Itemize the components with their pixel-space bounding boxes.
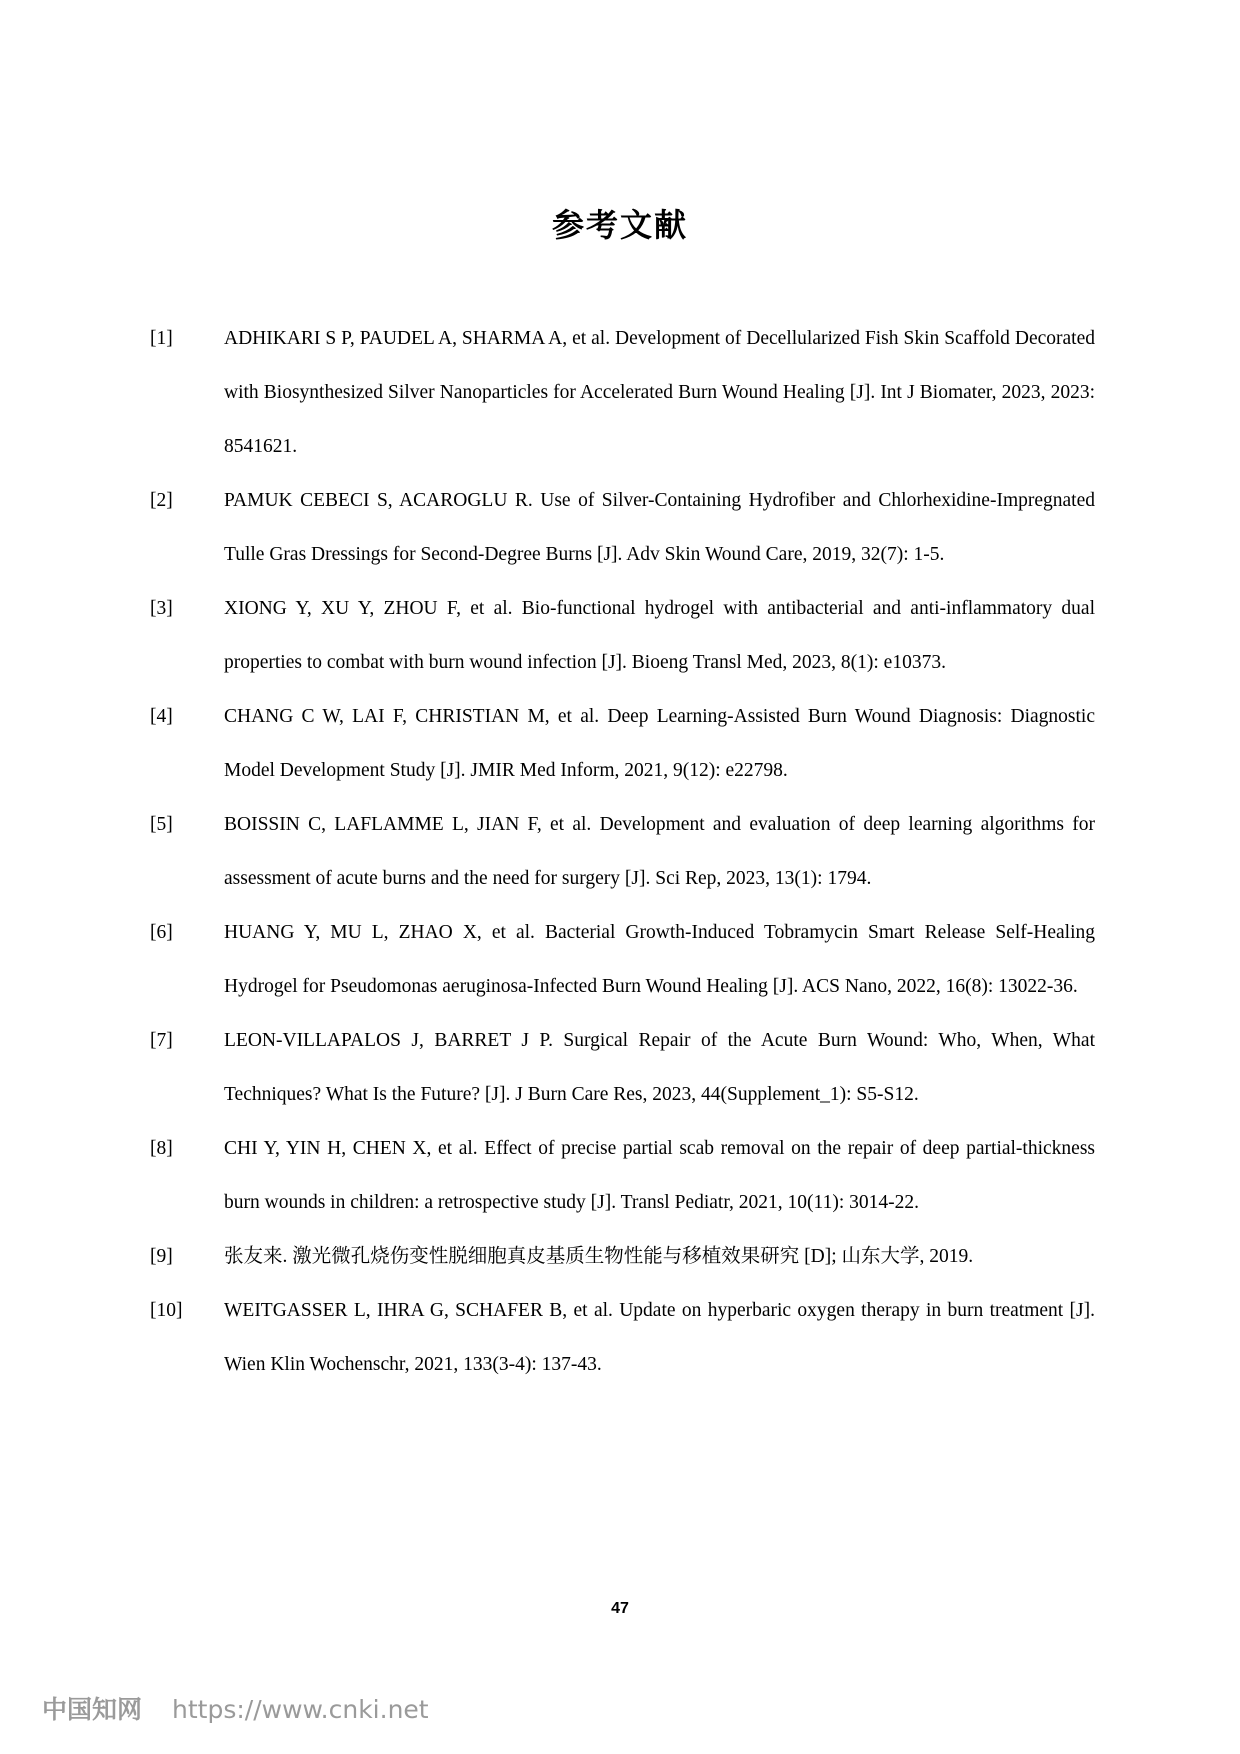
reference-number: [3] (150, 598, 173, 619)
reference-number: [4] (150, 706, 173, 727)
reference-number: [2] (150, 490, 173, 511)
reference-number: [9] (150, 1246, 173, 1267)
reference-item (150, 690, 1095, 798)
reference-item (150, 798, 1095, 906)
page-number: 47 (611, 1600, 629, 1617)
reference-text: ADHIKARI S P, PAUDEL A, SHARMA A, et al. Development of Decellularized Fish Skin Scaffold Decorated with Biosynthesized Silver Nanoparticles for Accelerated Burn Wound Healing [J]. Int J Biomater, 2023, 2023: 8541621. (224, 328, 1095, 457)
reference-item (150, 1014, 1095, 1122)
watermark-url: https://www.cnki.net (172, 1695, 429, 1724)
reference-item (150, 312, 1095, 474)
reference-number: [8] (150, 1138, 173, 1159)
watermark-logo-text: 中国知网 (42, 1695, 143, 1724)
reference-number: [5] (150, 814, 173, 835)
reference-text: WEITGASSER L, IHRA G, SCHAFER B, et al. Update on hyperbaric oxygen therapy in burn treatment [J]. Wien Klin Wochenschr, 2021, 133(3-4): 137-43. (224, 1300, 1095, 1375)
reference-item (150, 906, 1095, 1014)
reference-number: [6] (150, 922, 173, 943)
reference-text: BOISSIN C, LAFLAMME L, JIAN F, et al. Development and evaluation of deep learning algorithms for assessment of acute burns and the need for surgery [J]. Sci Rep, 2023, 13(1): 1794. (224, 814, 1095, 889)
reference-item (150, 582, 1095, 690)
reference-item (150, 474, 1095, 582)
reference-text: HUANG Y, MU L, ZHAO X, et al. Bacterial Growth-Induced Tobramycin Smart Release Self-Healing Hydrogel for Pseudomonas aeruginosa-Infected Burn Wound Healing [J]. ACS Nano, 2022, 16(8): 13022-36. (224, 922, 1095, 997)
reference-number: [10] (150, 1300, 183, 1321)
reference-text: 张友来. 激光微孔烧伤变性脱细胞真皮基质生物性能与移植效果研究 [D]; 山东大学, 2019. (224, 1246, 974, 1267)
reference-list (150, 312, 1095, 1392)
reference-item (150, 1284, 1095, 1392)
reference-text: CHI Y, YIN H, CHEN X, et al. Effect of precise partial scab removal on the repair of deep partial-thickness burn wounds in children: a retrospective study [J]. Transl Pediatr, 2021, 10(11): 3014-22. (224, 1138, 1095, 1213)
reference-text: CHANG C W, LAI F, CHRISTIAN M, et al. Deep Learning-Assisted Burn Wound Diagnosis: Diagnostic Model Development Study [J]. JMIR Med Inform, 2021, 9(12): e22798. (224, 706, 1095, 781)
reference-number: [1] (150, 328, 173, 349)
watermark (42, 1690, 429, 1726)
reference-item (150, 1230, 1095, 1284)
reference-number: [7] (150, 1030, 173, 1051)
reference-text: LEON-VILLAPALOS J, BARRET J P. Surgical Repair of the Acute Burn Wound: Who, When, What Techniques? What Is the Future? [J]. J Burn Care Res, 2023, 44(Supplement_1): S5-S12. (224, 1030, 1095, 1105)
reference-text: XIONG Y, XU Y, ZHOU F, et al. Bio-functional hydrogel with antibacterial and anti-inflammatory dual properties to combat with burn wound infection [J]. Bioeng Transl Med, 2023, 8(1): e10373. (224, 598, 1095, 673)
reference-item (150, 1122, 1095, 1230)
page-title: 参考文献 (551, 206, 688, 244)
reference-text: PAMUK CEBECI S, ACAROGLU R. Use of Silver-Containing Hydrofiber and Chlorhexidine-Impregnated Tulle Gras Dressings for Second-Degree Burns [J]. Adv Skin Wound Care, 2019, 32(7): 1-5. (224, 490, 1095, 565)
